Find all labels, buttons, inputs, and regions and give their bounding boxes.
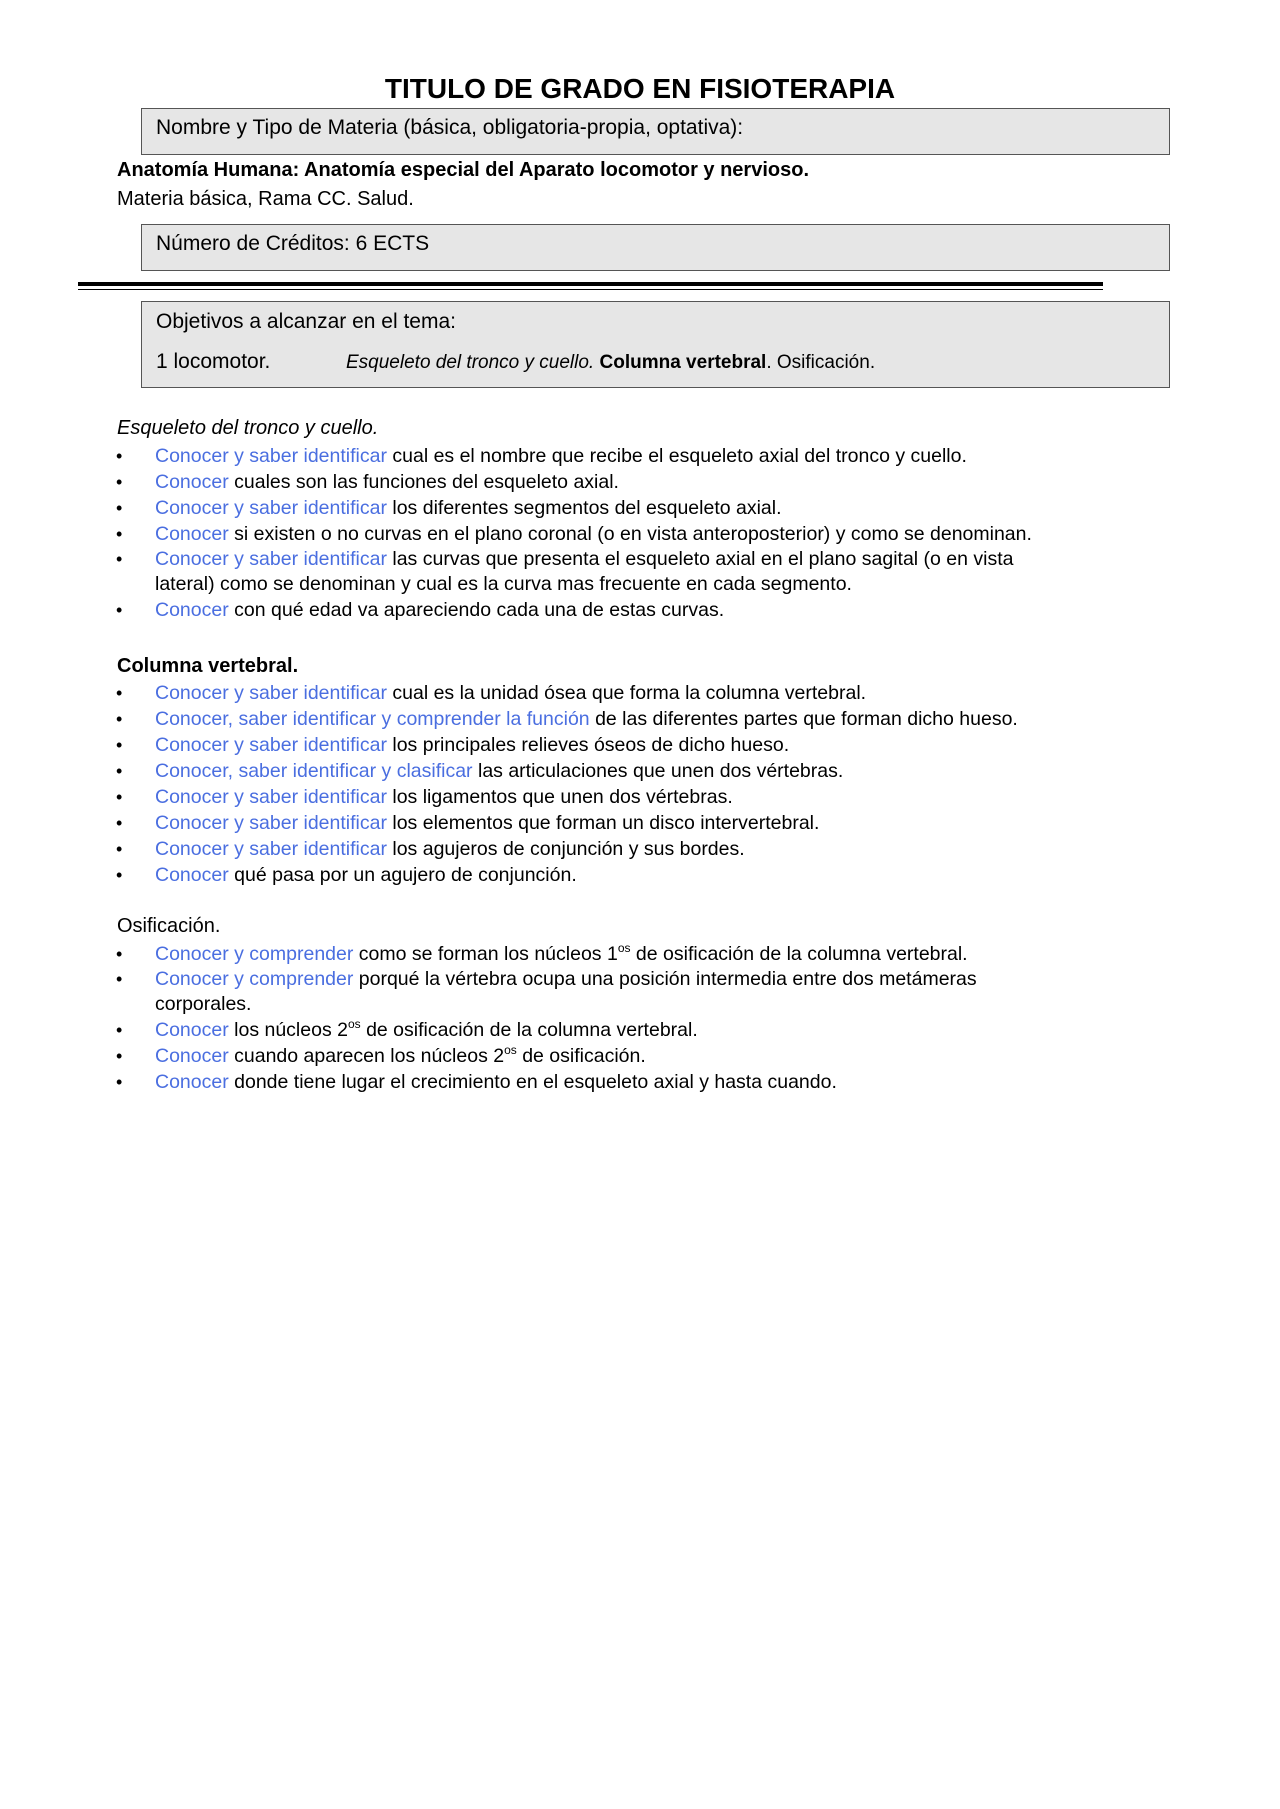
item-text: como se forman los núcleos 1 xyxy=(358,943,618,965)
item-text-end: de osificación. xyxy=(516,1045,646,1067)
topic-2-suffix: . xyxy=(766,352,772,373)
list-item xyxy=(116,469,1176,495)
list-item xyxy=(116,810,1176,836)
item-text: los núcleos 2 xyxy=(234,1019,348,1041)
divider-thin xyxy=(78,289,1103,290)
topic-2: Columna vertebral xyxy=(599,352,767,373)
list-item xyxy=(116,784,1176,810)
item-verb: Conocer y saber identificar xyxy=(155,734,387,756)
section-heading-osificacion: Osificación. xyxy=(117,915,221,937)
item-text-end: de osificación de la columna vertebral. xyxy=(360,1019,698,1041)
list-item xyxy=(116,862,1176,888)
item-sup: os xyxy=(617,941,631,955)
item-text-cont: corporales. xyxy=(155,993,252,1015)
item-text: cuales son las funciones del esqueleto axial. xyxy=(234,471,619,493)
item-text: qué pasa por un agujero de conjunción. xyxy=(234,864,577,886)
list-item xyxy=(116,836,1176,862)
objectives-heading: Objetivos a alcanzar en el tema: xyxy=(156,310,456,333)
divider-thick xyxy=(78,282,1103,286)
item-text: los diferentes segmentos del esqueleto axial. xyxy=(392,497,782,519)
item-verb: Conocer, saber identificar y comprender la función xyxy=(155,708,590,730)
list-item xyxy=(116,521,1176,547)
item-text: cuando aparecen los núcleos 2 xyxy=(234,1045,505,1067)
item-sup: os xyxy=(347,1017,361,1031)
item-verb: Conocer xyxy=(155,1045,229,1067)
list-columna xyxy=(116,680,1176,888)
list-item xyxy=(116,597,1176,623)
item-verb: Conocer y saber identificar xyxy=(155,682,387,704)
materia-label: Nombre y Tipo de Materia (básica, obligatoria-propia, optativa): xyxy=(156,116,744,139)
list-item xyxy=(116,941,1176,967)
item-verb: Conocer y saber identificar xyxy=(155,786,387,808)
page-title: TITULO DE GRADO EN FISIOTERAPIA xyxy=(384,73,896,104)
objectives-number: 1 locomotor. xyxy=(156,350,271,373)
item-text: los principales relieves óseos de dicho hueso. xyxy=(392,734,790,756)
list-item xyxy=(116,706,1176,732)
item-text-end: de osificación de la columna vertebral. xyxy=(630,943,968,965)
item-verb: Conocer xyxy=(155,864,229,886)
objectives-topics-row xyxy=(156,349,875,376)
item-text-cont: lateral) como se denominan y cual es la curva mas frecuente en cada segmento. xyxy=(155,573,852,595)
item-verb: Conocer, saber identificar y clasificar xyxy=(155,760,473,782)
subject-name: Anatomía Humana: Anatomía especial del Aparato locomotor y nervioso. xyxy=(117,159,810,181)
materia-box xyxy=(141,108,1170,155)
item-verb: Conocer xyxy=(155,471,229,493)
item-verb: Conocer xyxy=(155,1019,229,1041)
item-text: donde tiene lugar el crecimiento en el esqueleto axial y hasta cuando. xyxy=(234,1071,837,1093)
item-verb: Conocer xyxy=(155,523,229,545)
creditos-label: Número de Créditos: 6 ECTS xyxy=(156,232,430,255)
subject-type: Materia básica, Rama CC. Salud. xyxy=(117,188,414,210)
topic-3: Osificación. xyxy=(776,352,876,373)
list-item xyxy=(116,495,1176,521)
list-item xyxy=(116,1069,1176,1095)
item-text: las curvas que presenta el esqueleto axial en el plano sagital (o en vista xyxy=(392,548,1014,570)
item-verb: Conocer xyxy=(155,1071,229,1093)
creditos-box xyxy=(141,224,1170,271)
item-sup: os xyxy=(504,1043,517,1057)
item-text: los ligamentos que unen dos vértebras. xyxy=(392,786,733,808)
item-text: porqué la vértebra ocupa una posición intermedia entre dos metámeras xyxy=(358,968,977,990)
item-verb: Conocer y saber identificar xyxy=(155,548,387,570)
list-item xyxy=(116,967,1176,1017)
list-item xyxy=(116,732,1176,758)
item-verb: Conocer y saber identificar xyxy=(155,445,387,467)
section-heading-columna: Columna vertebral. xyxy=(117,655,299,677)
section-heading-esqueleto: Esqueleto del tronco y cuello. xyxy=(117,417,379,439)
list-esqueleto xyxy=(116,443,1176,623)
item-verb: Conocer y saber identificar xyxy=(155,838,387,860)
list-item xyxy=(116,1043,1176,1069)
item-verb: Conocer y comprender xyxy=(155,943,354,965)
item-text: cual es la unidad ósea que forma la columna vertebral. xyxy=(392,682,867,704)
list-item xyxy=(116,547,1176,597)
item-verb: Conocer xyxy=(155,599,229,621)
item-text: los agujeros de conjunción y sus bordes. xyxy=(392,838,745,860)
item-verb: Conocer y comprender xyxy=(155,968,354,990)
list-osificacion xyxy=(116,941,1176,1095)
objectives-box xyxy=(141,301,1170,388)
item-text: de las diferentes partes que forman dicho hueso. xyxy=(595,708,1018,730)
item-text: si existen o no curvas en el plano coronal (o en vista anteroposterior) y como se denominan. xyxy=(234,523,1032,545)
item-text: los elementos que forman un disco intervertebral. xyxy=(392,812,820,834)
list-item xyxy=(116,1017,1176,1043)
item-verb: Conocer y saber identificar xyxy=(155,812,387,834)
list-item xyxy=(116,443,1176,469)
list-item xyxy=(116,680,1176,706)
item-text: con qué edad va apareciendo cada una de estas curvas. xyxy=(234,599,725,621)
list-item xyxy=(116,758,1176,784)
item-text: las articulaciones que unen dos vértebras. xyxy=(477,760,844,782)
item-text: cual es el nombre que recibe el esqueleto axial del tronco y cuello. xyxy=(392,445,967,467)
topic-1: Esqueleto del tronco y cuello. xyxy=(346,352,595,373)
item-verb: Conocer y saber identificar xyxy=(155,497,387,519)
